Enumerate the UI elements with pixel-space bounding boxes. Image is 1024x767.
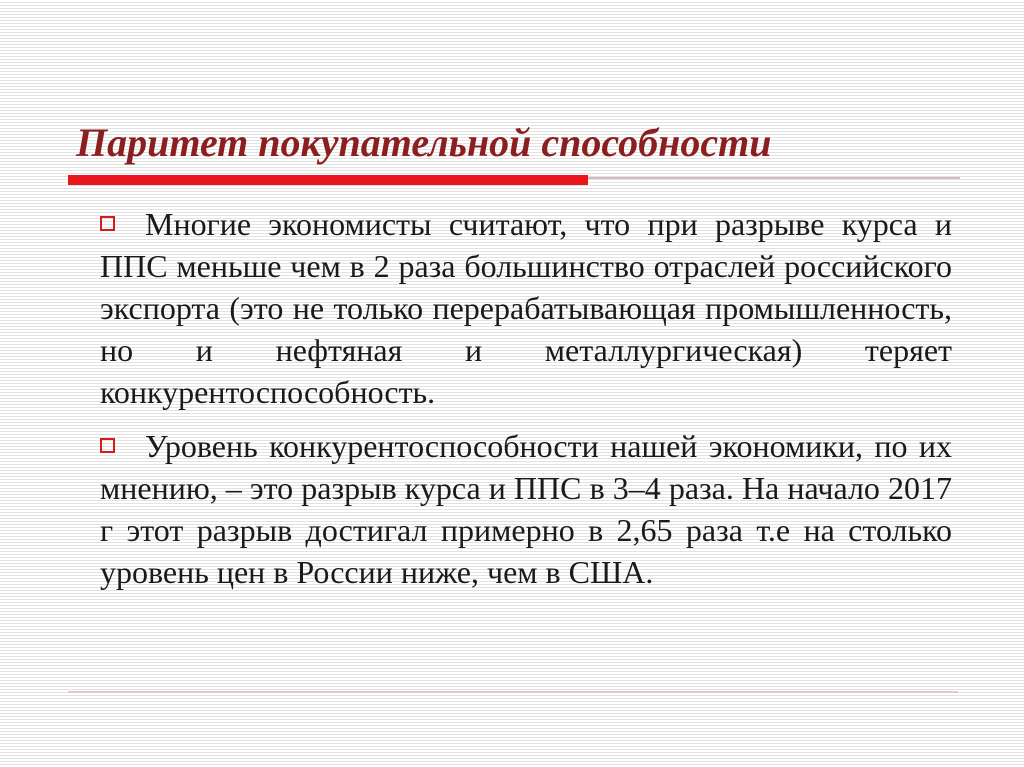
bullet-item	[100, 203, 952, 413]
title-accent-bar	[68, 175, 588, 185]
bullet-item	[100, 425, 952, 593]
slide-title: Паритет покупательной способности	[76, 120, 772, 165]
bullet-list	[100, 203, 952, 605]
bullet-text: Многие экономисты считают, что при разрыве курса и ППС меньше чем в 2 раза большинство отраслей российского экспорта (это не только перерабатывающая промышленность, но и нефтяная и металлургическая) теряет конкурентоспособность.	[100, 206, 952, 410]
footer-divider	[68, 691, 958, 693]
bullet-text: Уровень конкурентоспособности нашей экономики, по их мнению, – это разрыв курса и ППС в 3–4 раза. На начало 2017 г этот разрыв достигал примерно в 2,65 раза т.е на столько уровень цен в России ниже, чем в США.	[100, 428, 952, 590]
title-underline	[588, 177, 960, 179]
hollow-square-bullet-icon	[100, 216, 115, 231]
hollow-square-bullet-icon	[100, 438, 115, 453]
